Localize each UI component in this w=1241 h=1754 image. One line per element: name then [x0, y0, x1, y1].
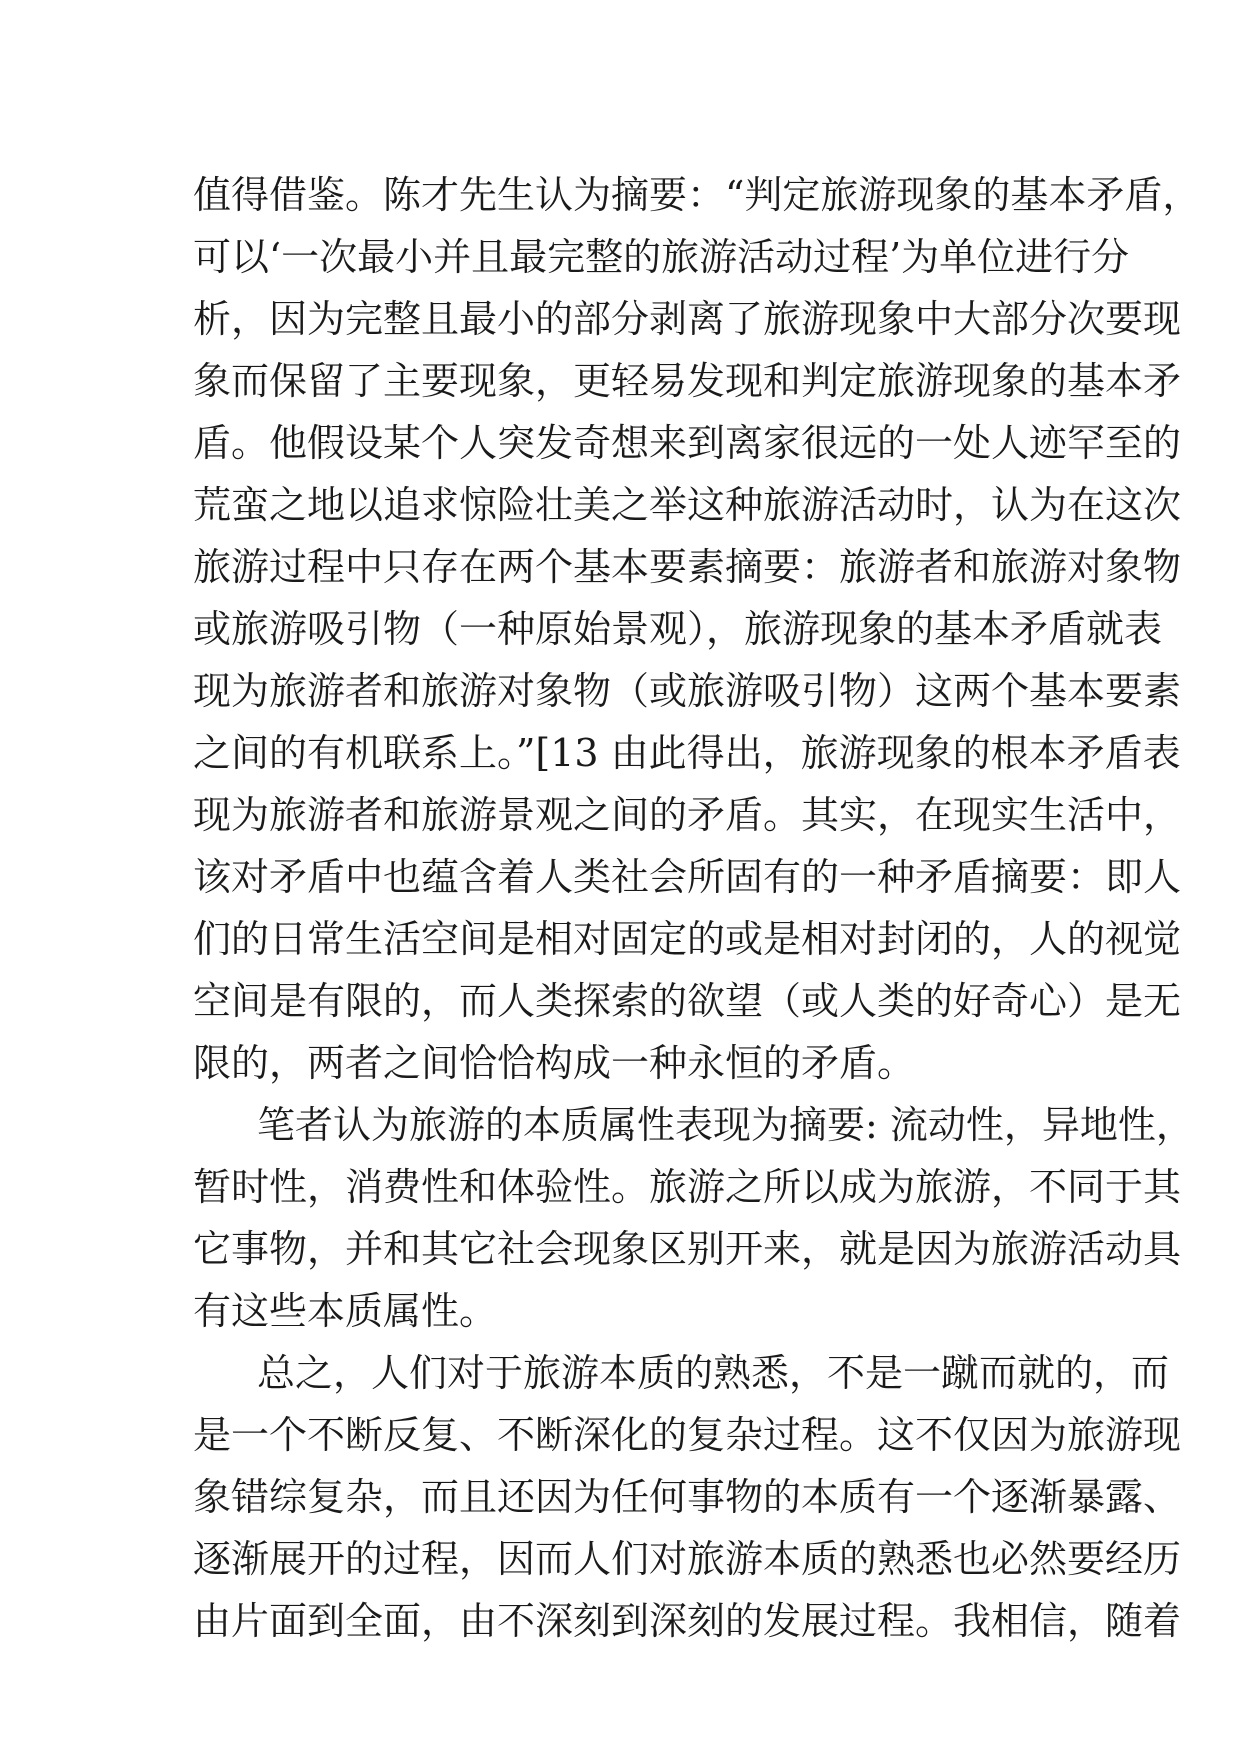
- text-line: 它事物，并和其它社会现象区别开来，就是因为旅游活动具: [193, 1227, 1182, 1271]
- text-line: 们的日常生活空间是相对固定的或是相对封闭的，人的视觉: [193, 917, 1182, 961]
- text-line: 有这些本质属性。: [193, 1289, 498, 1333]
- text-line: 值得借鉴。陈才先生认为摘要：“判定旅游现象的基本矛盾，: [193, 173, 1201, 217]
- text-line: 析，因为完整且最小的部分剥离了旅游现象中大部分次要现: [193, 297, 1182, 341]
- text-line: 总之，人们对于旅游本质的熟悉，不是一蹴而就的，而: [257, 1351, 1170, 1395]
- text-line: 象错综复杂，而且还因为任何事物的本质有一个逐渐暴露、: [193, 1475, 1182, 1519]
- text-line: 逐渐展开的过程，因而人们对旅游本质的熟悉也必然要经历: [193, 1537, 1182, 1581]
- text-line: 荒蛮之地以追求惊险壮美之举这种旅游活动时，认为在这次: [193, 483, 1182, 527]
- text-line: 笔者认为旅游的本质属性表现为摘要: 流动性，异地性，: [257, 1103, 1194, 1147]
- text-line: 现为旅游者和旅游对象物（或旅游吸引物）这两个基本要素: [193, 669, 1182, 713]
- text-line: 该对矛盾中也蕴含着人类社会所固有的一种矛盾摘要：即人: [193, 855, 1182, 899]
- body-text: [193, 164, 1201, 1652]
- text-line: 现为旅游者和旅游景观之间的矛盾。其实，在现实生活中，: [193, 793, 1182, 837]
- paragraph-2: [193, 1094, 1194, 1342]
- text-line: 暂时性，消费性和体验性。旅游之所以成为旅游，不同于其: [193, 1165, 1182, 1209]
- text-line: 是一个不断反复、不断深化的复杂过程。这不仅因为旅游现: [193, 1413, 1182, 1457]
- text-line: 限的，两者之间恰恰构成一种永恒的矛盾。: [193, 1041, 916, 1085]
- text-line: 盾。他假设某个人突发奇想来到离家很远的一处人迹罕至的: [193, 421, 1182, 465]
- text-line: 可以‘一次最小并且最完整的旅游活动过程’为单位进行分: [193, 235, 1130, 279]
- text-line: 空间是有限的，而人类探索的欲望（或人类的好奇心）是无: [193, 979, 1182, 1023]
- text-line: 象而保留了主要现象，更轻易发现和判定旅游现象的基本矛: [193, 359, 1182, 403]
- text-line: 由片面到全面，由不深刻到深刻的发展过程。我相信，随着: [193, 1599, 1182, 1643]
- text-line: 或旅游吸引物（一种原始景观），旅游现象的基本矛盾就表: [193, 607, 1163, 651]
- text-line: 旅游过程中只存在两个基本要素摘要：旅游者和旅游对象物: [193, 545, 1182, 589]
- text-line: 之间的有机联系上。”[13 由此得出，旅游现象的根本矛盾表: [193, 731, 1181, 775]
- paragraph-3: [193, 1342, 1182, 1652]
- paragraph-1: [193, 164, 1201, 1094]
